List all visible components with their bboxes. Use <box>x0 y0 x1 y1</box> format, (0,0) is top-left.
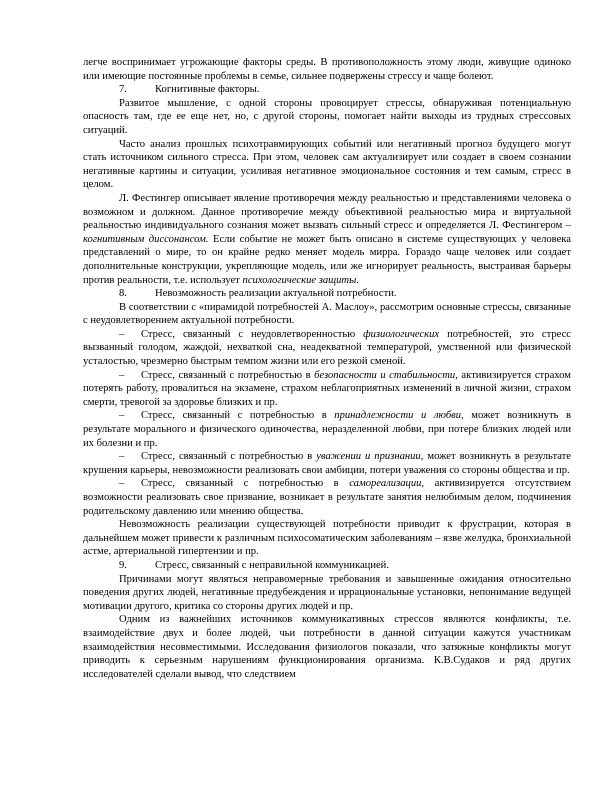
emphasis-psychological-defenses: психологические защиты <box>242 274 357 286</box>
heading-9-title: Стресс, связанный с неправильной коммуникацией. <box>155 559 390 571</box>
document-body <box>83 56 571 681</box>
list-dash: – <box>119 328 125 340</box>
heading-8-title: Невозможность реализации актуальной потребности. <box>155 288 397 300</box>
paragraph-6: Невозможность реализации существующей потребности приводит к фрустрации, которая в дальнейшем может привести к различным психосоматическим заболеваниям – язве желудка, бронхиальной астме, артериальной гипертензии и пр. <box>83 519 571 558</box>
list-dash: – <box>119 478 125 490</box>
list-dash: – <box>119 451 125 463</box>
paragraph-3: Часто анализ прошлых психотравмирующих событий или негативный прогноз будущего могут стать источником сильного стресса. При этом, человек сам актуализирует или создает в своем сознании негативные картины и ситуации, усиливая негативное эмоциональное состояния и тем самым, стресс в целом. <box>83 138 571 191</box>
heading-8 <box>83 287 571 301</box>
heading-7 <box>83 83 571 97</box>
emphasis-cognitive-dissonance: когнитивным диссонансом. <box>83 233 209 245</box>
list-item-physiological: – Стресс, связанный с неудовлетворенностью физиологических потребностей, это стресс вызванный голодом, жаждой, нехваткой сна, неадекватной температурой, умственной или физической усталостью, чрезмерно быстрым темпом жизни или его резкой сменой. <box>83 328 571 368</box>
heading-7-title: Когнитивные факторы. <box>155 84 260 96</box>
paragraph-2: Развитое мышление, с одной стороны провоцирует стрессы, обнаруживая потенциальную опасность там, где ее еще нет, но, с другой стороны, помогает найти выходы из трудных стрессовых ситуаций. <box>83 97 571 136</box>
heading-8-number: 8. <box>119 288 127 300</box>
list-item-self-actualization: – Стресс, связанный с потребностью в самореализации, активизируется отсутствием возможности реализовать свое призвание, возникает в результате занятия нелюбимым делом, подчинения родительскому давлению или мнению общества. <box>83 478 572 517</box>
list-item-belonging: – Стресс, связанный с потребностью в принадлежности и любви, может возникнуть в результате морального и физического одиночества, неразделенной любви, при потере близких людей или их болезни и пр. <box>83 410 571 449</box>
heading-7-number: 7. <box>119 84 127 96</box>
paragraph-8: Одним из важнейших источников коммуникативных стрессов являются конфликты, т.е. взаимодействие двух и более людей, чьи потребности в данной ситуации кажутся участникам взаимодействия несовместимыми. Исследования физиологов показали, что затяжные конфликты могут приводить к серьезным нарушениям функционирования организма. К.В.Судаков и ряд других исследователей сделали вывод, что следствием <box>83 614 571 680</box>
list-item-safety: – Стресс, связанный с потребностью в безопасности и стабильности, активизируется страхом потерять работу, провалиться на экзамене, страхом неблагоприятных изменений в личной жизни, страхом смерти, тревогой за здоровье близких и пр. <box>83 369 571 408</box>
list-item-esteem: – Стресс, связанный с потребностью в уважении и признании, может возникнуть в результате крушения карьеры, невозможности реализовать свои амбиции, потери уважения со стороны общества и пр. <box>83 451 571 476</box>
heading-9-number: 9. <box>119 559 127 571</box>
paragraph-7: Причинами могут являться неправомерные требования и завышенные ожидания относительно поведения других людей, негативные предубеждения и иррациональные установки, непонимание ведущей мотивации другого, критика со стороны других людей и пр. <box>83 573 571 612</box>
list-dash: – <box>119 369 125 381</box>
paragraph-1: легче воспринимает угрожающие факторы среды. В противоположность этому люди, живущие одиноко или имеющие постоянные проблемы в семье, сильнее подвержены стрессу и чаще болеют. <box>83 57 571 82</box>
heading-9 <box>83 559 571 573</box>
paragraph-4: Л. Фестингер описывает явление противоречия между реальностью и представлениями человека о возможном и должном. Данное противоречие между объективной реальностью мира и виртуальной реальностью индивидуального сознания может вызвать сильный стресс и определяется Л. Фестингером – когнитивным диссонансом. Если событие не может быть описано в системе существующих у человека представлений о мире, то он крайне редко меняет модель мирра. Гораздо чаще человек или создает дополнительные конструкции, укрепляющие модель, или же игнорирует реальность, выстраивая барьеры против реальности, т.е. использует психологические защиты. <box>83 192 571 286</box>
paragraph-5: В соответствии с «пирамидой потребностей А. Маслоу», рассмотрим основные стрессы, связанные с неудовлетворением актуальной потребности. <box>83 301 571 327</box>
list-dash: – <box>119 410 125 422</box>
